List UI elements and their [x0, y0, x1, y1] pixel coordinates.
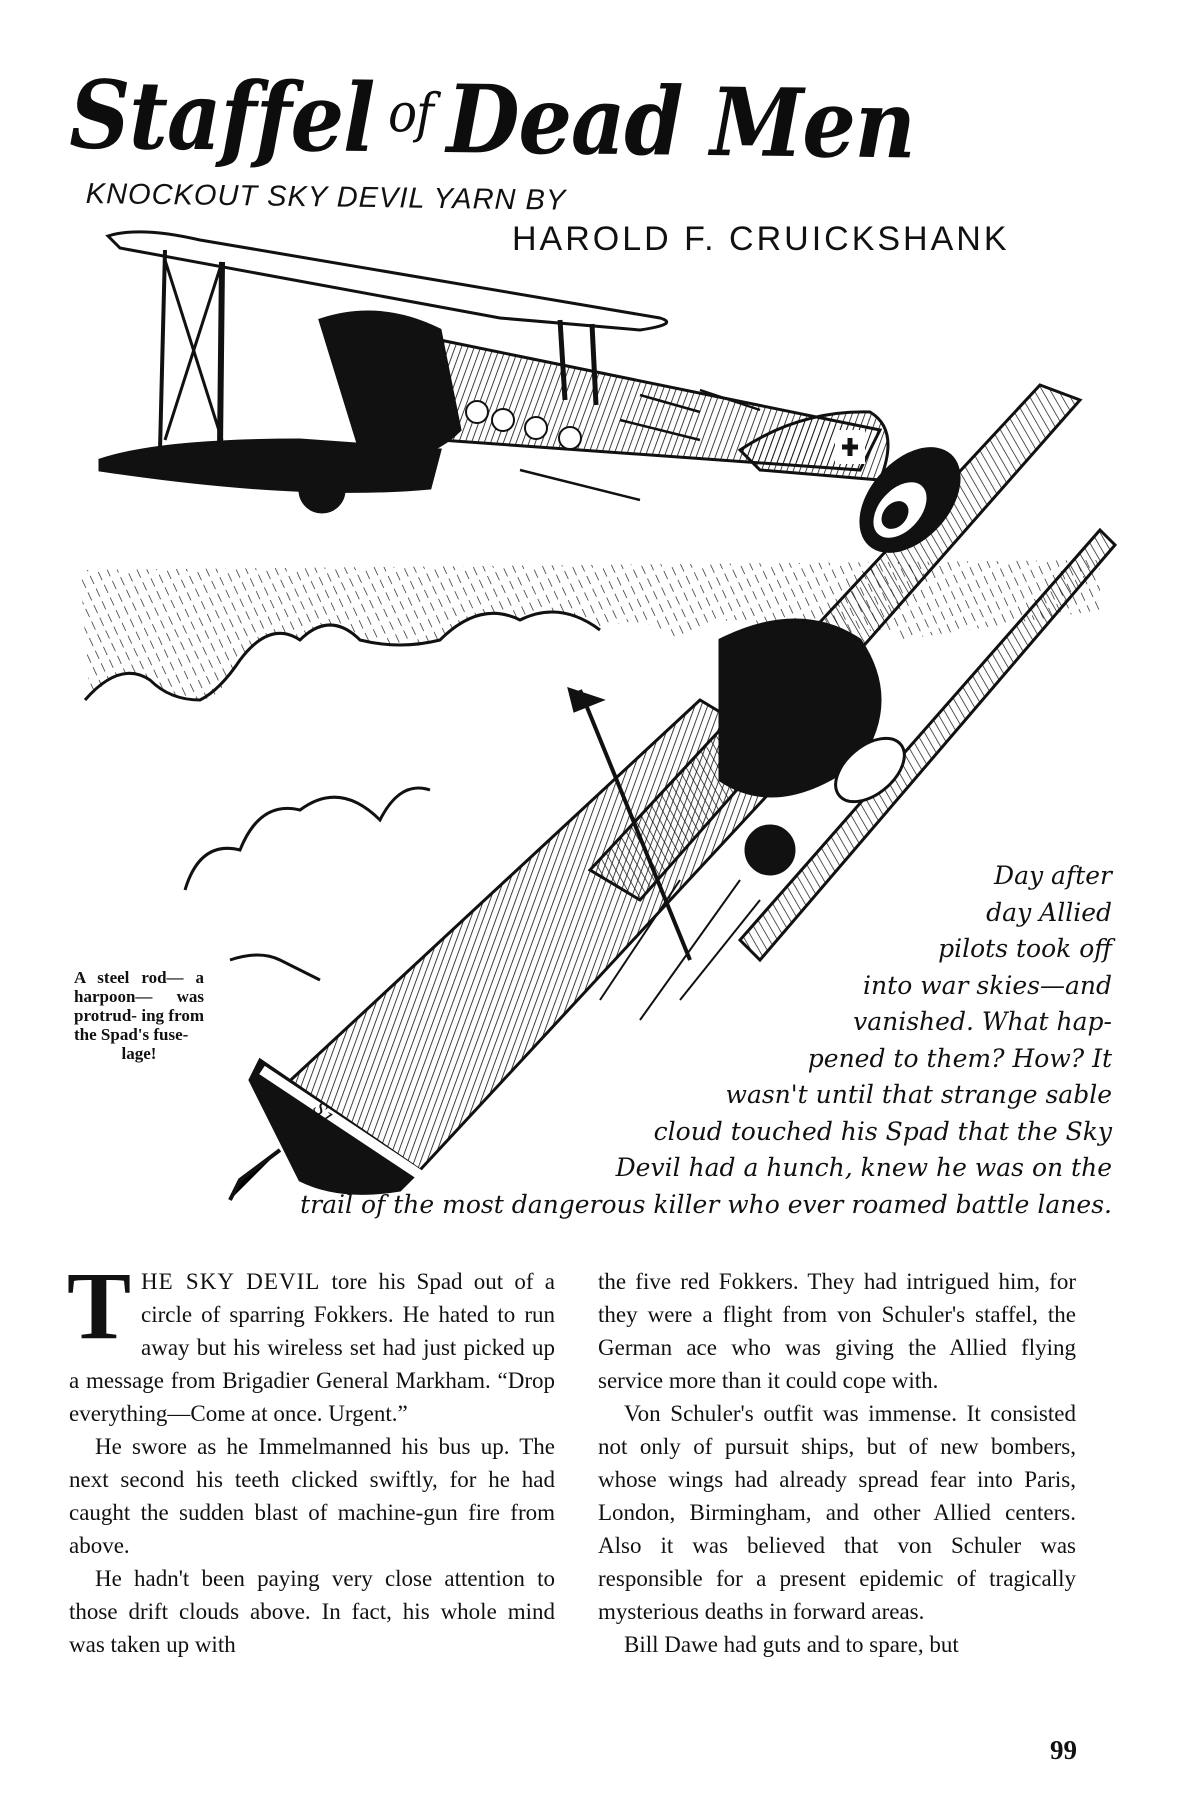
blurb-line: wasn't until that strange sable: [725, 1080, 1112, 1109]
author-byline: HAROLD F. CRUICKSHANK: [512, 220, 1010, 258]
caption-line: ing from the: [74, 1006, 204, 1044]
paragraph: [67, 1252, 555, 1430]
page-number: 99: [1050, 1735, 1077, 1765]
story-column-2: [598, 1265, 1076, 1661]
paragraph: He swore as he Immelmanned his bus up. The next second his teeth clicked swiftly, for he had caught the sudden blast of machine-gun fire from above.: [69, 1434, 555, 1558]
upper-plane-wheel: [345, 450, 385, 490]
blurb-line: vanished. What hap-: [853, 1007, 1112, 1036]
paragraph-lead: HE SKY DEVIL: [141, 1269, 321, 1294]
upper-biplane: [100, 232, 888, 512]
paragraph: Von Schuler's outfit was immense. It consisted not only of pursuit ships, but of new bombers, whose wings had already spread fear into Paris, London, Birmingham, and other Allied centers. Also it was believed that von Schuler was responsible for a present epidemic of tragically mysterious deaths in forward areas.: [598, 1401, 1076, 1624]
blurb-line: day Allied: [986, 897, 1112, 927]
caption-line: lage!: [121, 1044, 157, 1063]
paragraph: the five red Fokkers. They had intrigued him, for they were a flight from von Schuler's staffel, the German ace who was giving the Allied flying service more than it could cope with.: [598, 1269, 1076, 1393]
title-part-1: Staffel: [69, 59, 375, 174]
caption-line: was protrud-: [74, 987, 204, 1025]
blurb-line: pened to them? How? It: [807, 1043, 1112, 1073]
blurb-line: cloud touched his Spad that the Sky: [653, 1116, 1112, 1146]
plane-number-label: S1: [307, 1098, 339, 1129]
caption-line: a harpoon—: [74, 968, 205, 1006]
blurb-line: Devil had a hunch, knew he was on the: [615, 1153, 1112, 1182]
blurb-line: Day after: [994, 861, 1112, 890]
blurb-line: trail of the most dangerous killer who ever roamed battle lanes.: [300, 1189, 1112, 1219]
story-kicker: KNOCKOUT SKY DEVIL YARN BY: [85, 178, 567, 217]
paragraph-text: tore his Spad out of a circle of sparring Fokkers. He hated to run away but his wireless set had just picked up a message from Brigadier General Markham. “Drop everything—Come at once. Urgent.”: [69, 1269, 555, 1426]
paragraph: Bill Dawe had guts and to spare, but: [624, 1632, 959, 1657]
caption-line: A steel rod—: [74, 968, 184, 987]
paragraph: He hadn't been paying very close attention to those drift clouds above. In fact, his whole mind was taken up with: [69, 1566, 555, 1657]
title-of: of: [387, 81, 434, 146]
blurb-line: pilots took off: [938, 934, 1112, 963]
title-part-2: Dead Men: [446, 63, 916, 180]
story-column-1: [67, 1252, 555, 1661]
caption-line: Spad's fuse-: [100, 1025, 189, 1044]
upper-plane-wheel: [300, 468, 344, 512]
blurb-line: into war skies—and: [863, 970, 1112, 1000]
drop-cap: T: [67, 1252, 132, 1359]
story-blurb: [150, 858, 1112, 1223]
